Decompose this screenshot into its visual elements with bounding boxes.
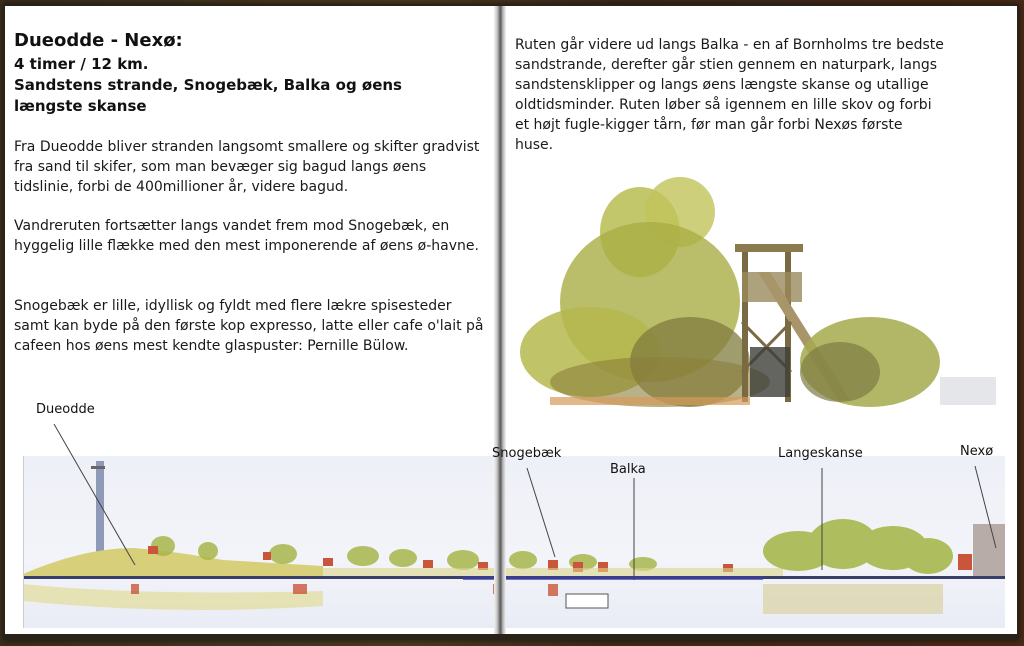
label-balka: Balka <box>610 462 646 477</box>
label-dueodde: Dueodde <box>36 402 95 417</box>
paragraph-snogebaek: Snogebæk er lille, idyllisk og fyldt med flere lækre spisesteder samt kan byde på den første kop expresso, latte eller cafe o'lait på cafeen hos øens mest kendte glaspuster: Pernille Bülow. <box>14 298 484 354</box>
paragraph-snogebaek-route: Vandreruten fortsætter langs vandet frem mod Snogebæk, en hyggelig lille flække med den mest imponerende af øens ø-havne. <box>14 218 479 254</box>
paragraph-balka: Ruten går videre ud langs Balka - en af Bornholms tre bedste sandstrande, derefter går stien gennem en naturpark, langs sandstensklipper og langs øens længste skanse og utallige oldtidsminder. Ruten løber så igennem en lille skov og forbi et højt fugle-kigger tårn, før man går forbi Nexøs første huse. <box>515 37 944 153</box>
route-highlights: Sandstens strande, Snogebæk, Balka og øens længste skanse <box>14 76 402 115</box>
label-nexo: Nexø <box>960 444 994 459</box>
label-langeskanse: Langeskanse <box>778 446 863 461</box>
paragraph-dueodde: Fra Dueodde bliver stranden langsomt smallere og skifter gradvist fra sand til skifer, som man bevæger sig bagud langs øens tidslinie, forbi de 400millioner år, videre bagud. <box>14 139 480 195</box>
route-duration: 4 timer / 12 km. <box>14 55 149 73</box>
page-title: Dueodde - Nexø: <box>14 30 183 51</box>
label-snogebaek: Snogebæk <box>492 446 562 461</box>
